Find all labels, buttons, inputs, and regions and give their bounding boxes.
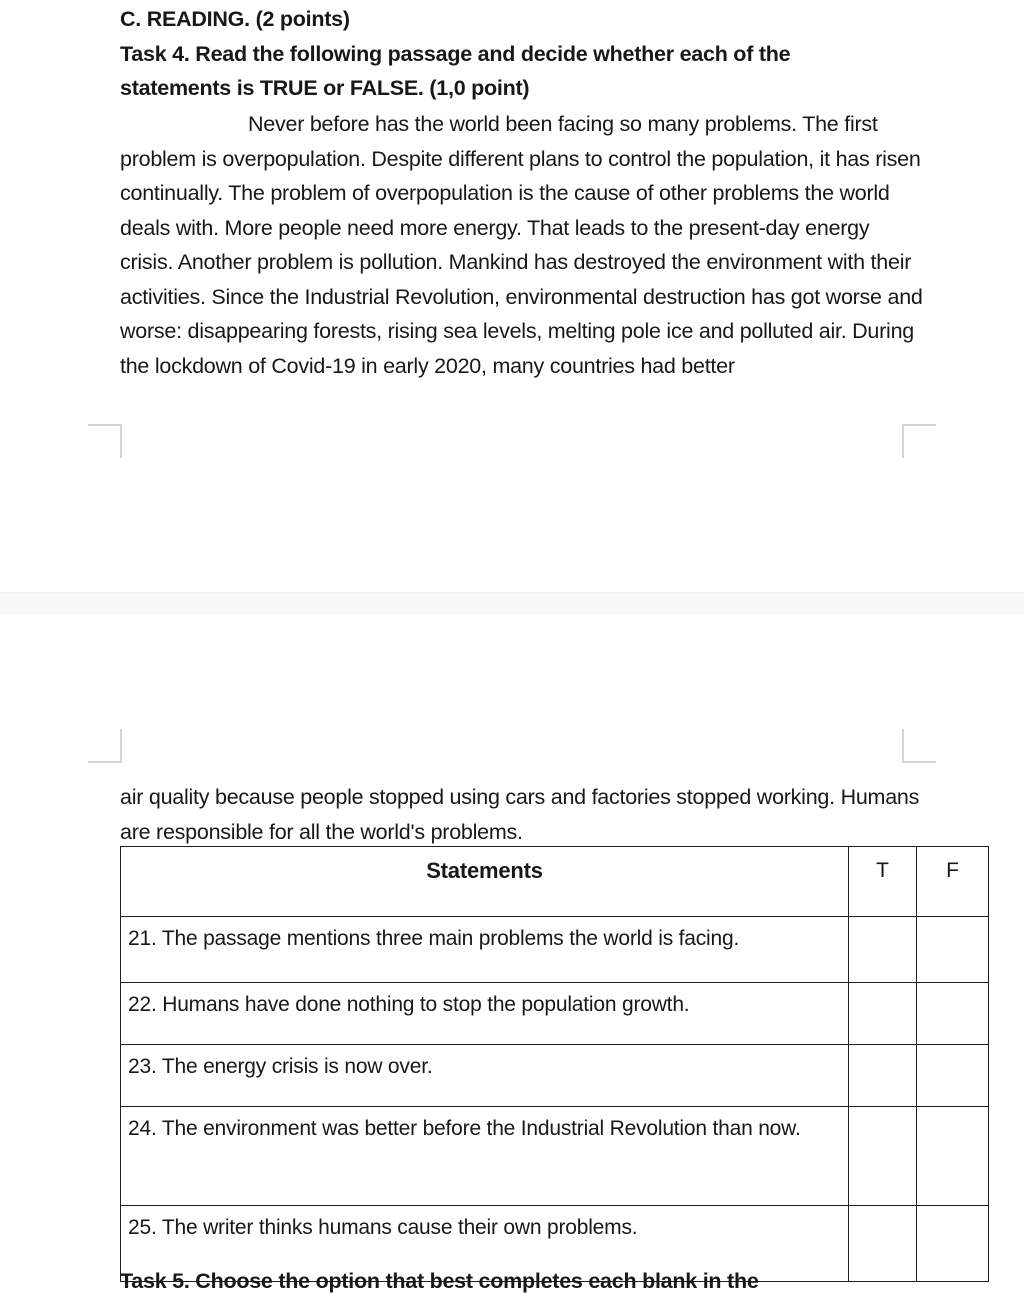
table-header-row [121, 847, 989, 917]
answer-cell-true[interactable] [849, 983, 917, 1045]
reading-passage-part-two: air quality because people stopped using cars and factories stopped working. Humans are responsible for all the world's problems. [120, 785, 920, 844]
statement-text: 21. The passage mentions three main problems the world is facing. [121, 917, 849, 983]
reading-passage-part-one-container [120, 107, 925, 383]
page-separator [0, 592, 1024, 616]
task-instruction-line-2: statements is TRUE or FALSE. (1,0 point) [120, 76, 530, 100]
next-task-partial-line: Task 5. Choose the option that best completes each blank in the [120, 1269, 759, 1293]
table-row [121, 983, 989, 1045]
table-row [121, 1045, 989, 1107]
answer-cell-false[interactable] [917, 1107, 989, 1206]
reading-section-heading-block [120, 2, 880, 106]
answer-cell-false[interactable] [917, 1206, 989, 1282]
answer-cell-true[interactable] [849, 917, 917, 983]
statement-text: 22. Humans have done nothing to stop the population growth. [121, 983, 849, 1045]
crop-mark-top-right-icon [902, 424, 936, 458]
true-false-statements-table [120, 846, 989, 1293]
column-header-statements: Statements [121, 847, 849, 917]
column-header-true: T [849, 847, 917, 917]
crop-mark-top-left-icon [88, 424, 122, 458]
answer-cell-true[interactable] [849, 1107, 917, 1206]
task-instruction-line-1: Task 4. Read the following passage and decide whether each of the [120, 41, 791, 66]
reading-passage-part-one: Never before has the world been facing so many problems. The first problem is overpopulation. Despite different plans to control the population, it has risen continually. The problem of overpopulation is the cause of other problems the world deals with. More people need more energy. That leads to the present-day energy crisis. Another problem is pollution. Mankind has destroyed the environment with their activities. Since the Industrial Revolution, environmental destruction has got worse and worse: disappearing forests, rising sea levels, melting pole ice and polluted air. During the lockdown of Covid-19 in early 2020, many countries had better [120, 112, 923, 378]
section-heading: C. READING. (2 points) [120, 7, 350, 31]
statement-text: 24. The environment was better before the Industrial Revolution than now. [121, 1107, 849, 1206]
answer-cell-true[interactable] [849, 1045, 917, 1107]
table-row [121, 917, 989, 983]
answer-cell-false[interactable] [917, 917, 989, 983]
answer-cell-false[interactable] [917, 1045, 989, 1107]
column-header-false: F [917, 847, 989, 917]
answer-cell-false[interactable] [917, 983, 989, 1045]
statement-text: 23. The energy crisis is now over. [121, 1045, 849, 1107]
page-sheet-top [0, 0, 1024, 592]
statement-text: 25. The writer thinks humans cause their own problems. [121, 1206, 849, 1282]
table-row [121, 1107, 989, 1206]
